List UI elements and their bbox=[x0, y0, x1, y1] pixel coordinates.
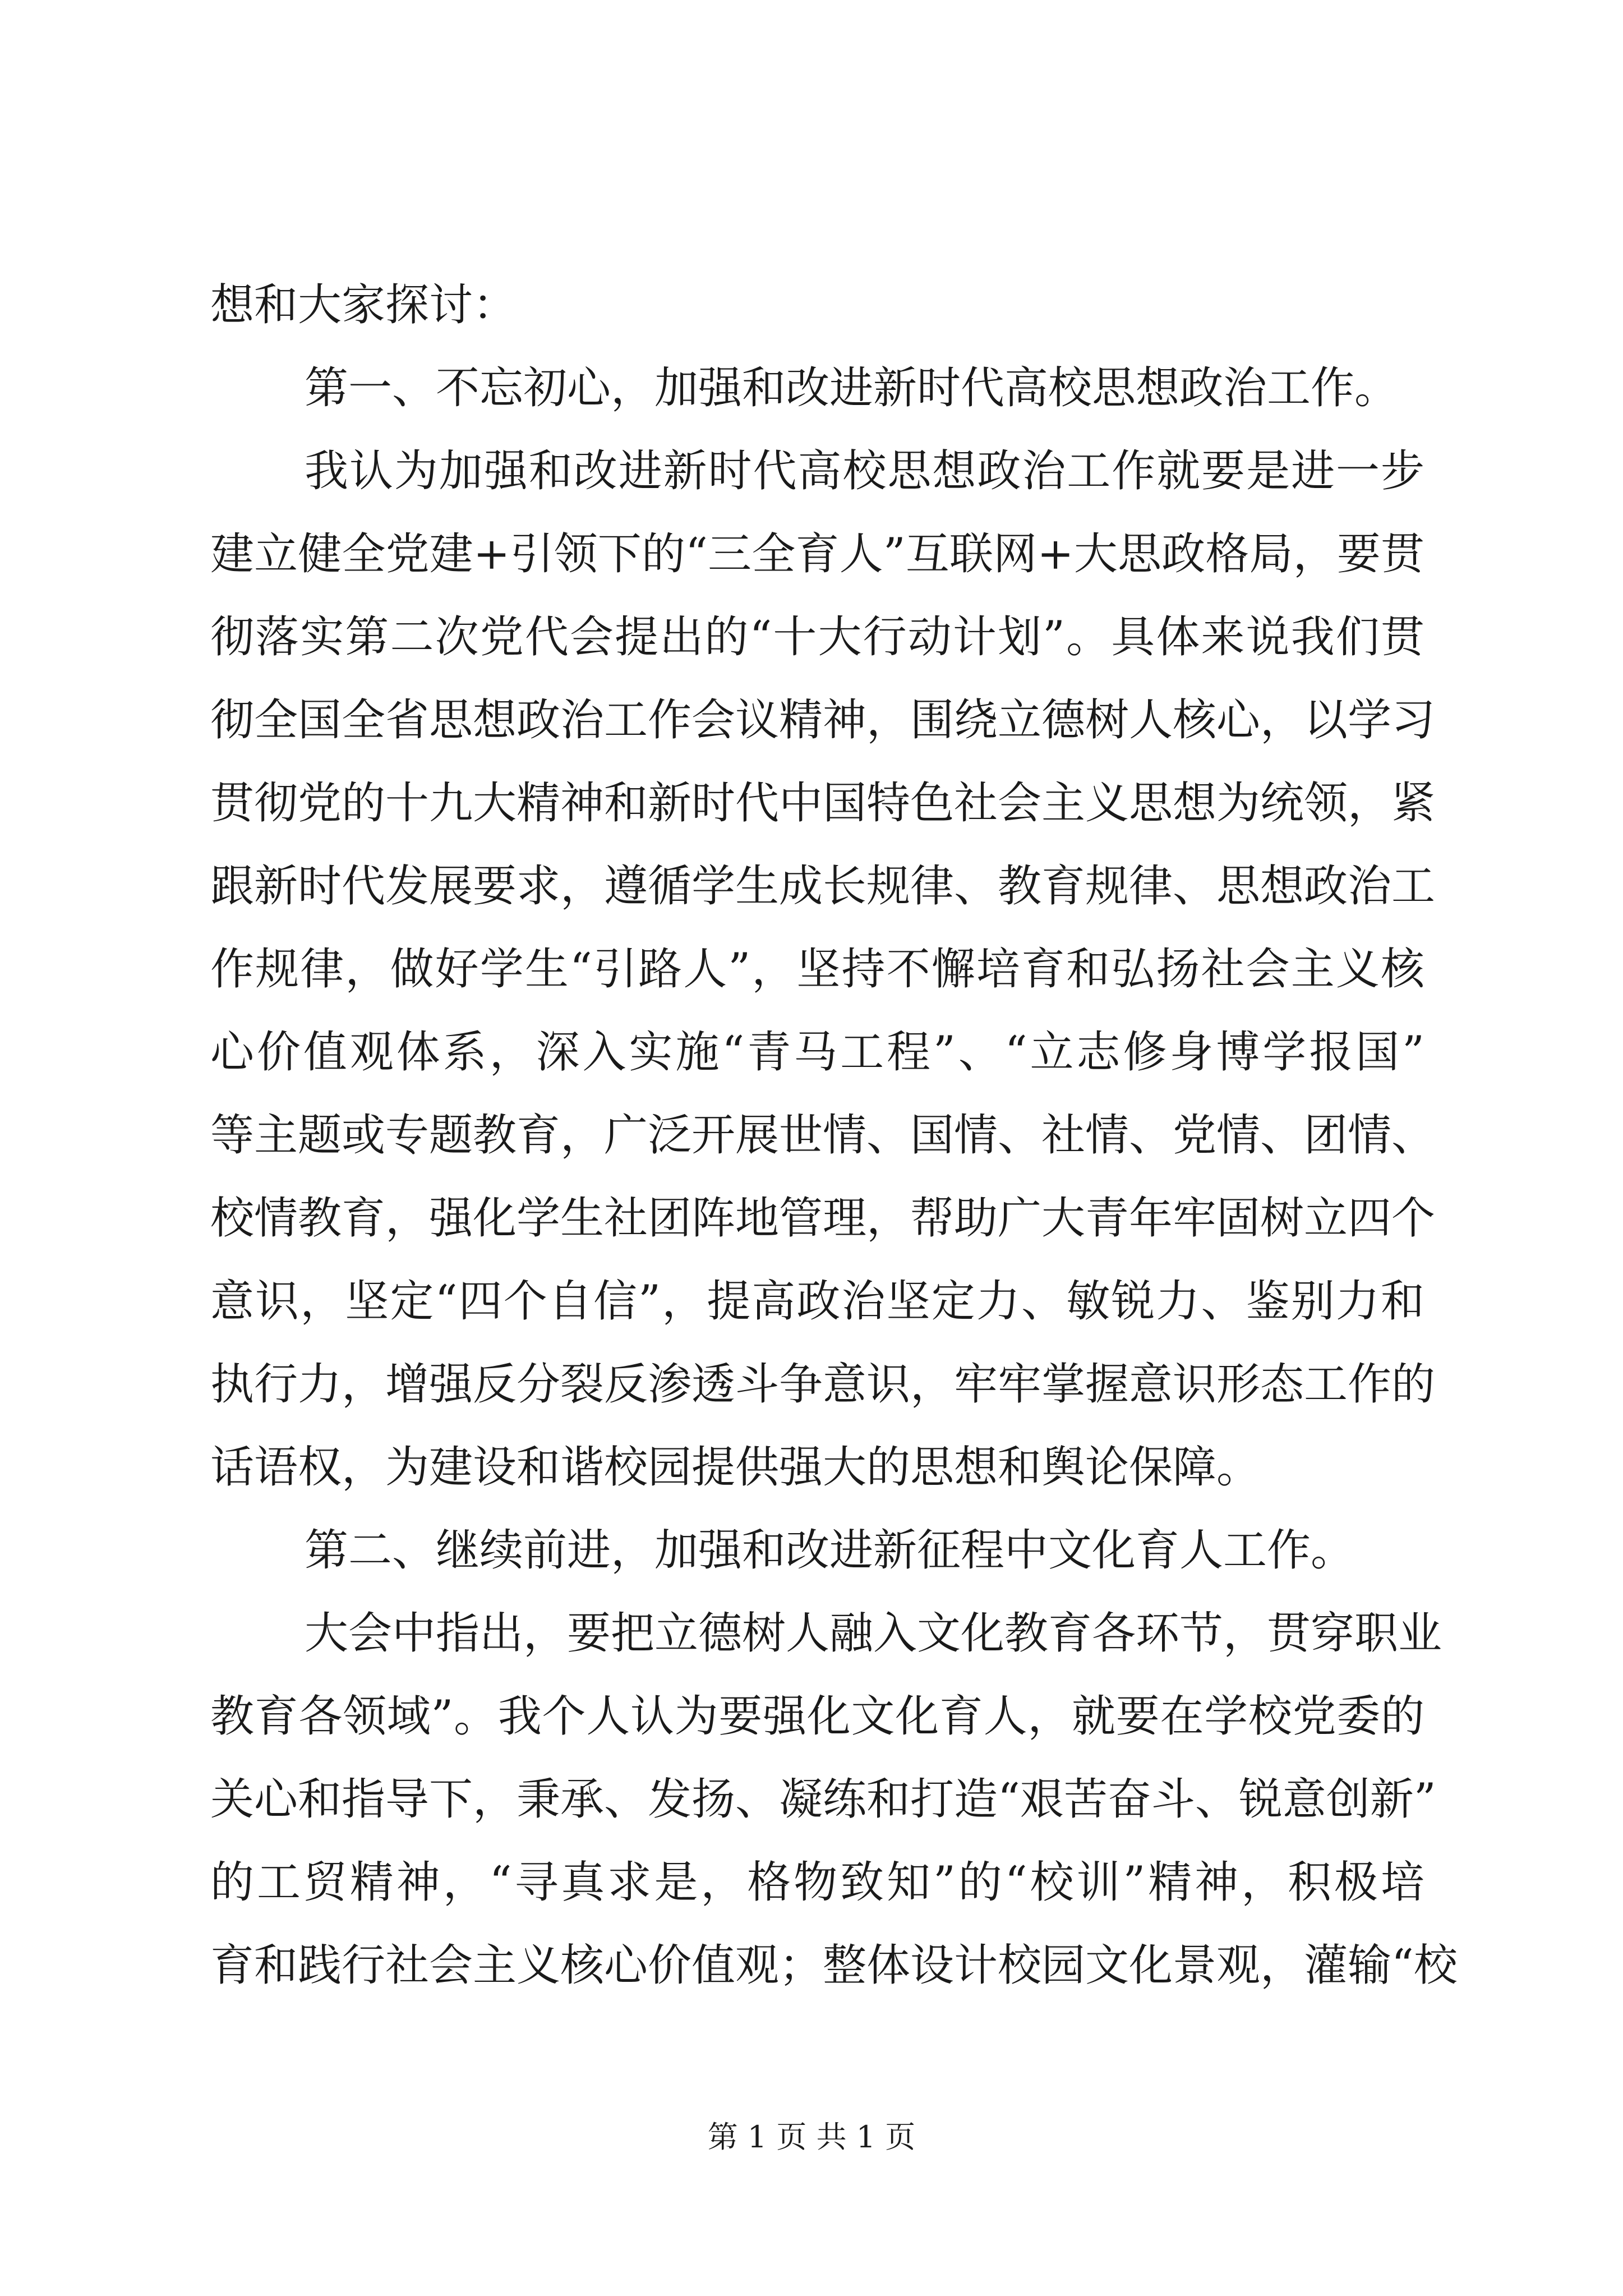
text-line: 跟新时代发展要求，遵循学生成长规律、教育规律、思想政治工 bbox=[210, 861, 1436, 912]
text-line: 我认为加强和改进新时代高校思想政治工作就要是进一步 bbox=[305, 446, 1424, 496]
section-heading: 第一、不忘初心，加强和改进新时代高校思想政治工作。 bbox=[305, 363, 1399, 413]
text-line: 建立健全党建+引领下的“三全育人”互联网+大思政格局，要贯 bbox=[210, 529, 1424, 579]
text-line: 心价值观体系，深入实施“青马工程”、“立志修身博学报国” bbox=[210, 1027, 1424, 1078]
page-number-footer: 第 1 页 共 1 页 bbox=[707, 2119, 916, 2155]
text-line: 大会中指出，要把立德树人融入文化教育各环节，贯穿职业 bbox=[305, 1608, 1442, 1659]
text-line: 校情教育，强化学生社团阵地管理，帮助广大青年牢固树立四个 bbox=[210, 1193, 1436, 1244]
text-line: 彻全国全省思想政治工作会议精神，围绕立德树人核心，以学习 bbox=[210, 695, 1436, 746]
text-line: 的工贸精神，“寻真求是，格物致知”的“校训”精神，积极培 bbox=[210, 1857, 1424, 1908]
text-line: 育和践行社会主义核心价值观；整体设计校园文化景观，灌输“校 bbox=[210, 1940, 1458, 1991]
text-line: 意识，坚定“四个自信”，提高政治坚定力、敏锐力、鉴别力和 bbox=[210, 1276, 1424, 1327]
section-heading: 第二、继续前进，加强和改进新征程中文化育人工作。 bbox=[305, 1525, 1355, 1576]
text-line: 执行力，增强反分裂反渗透斗争意识，牢牢掌握意识形态工作的 bbox=[210, 1359, 1436, 1410]
text-line: 关心和指导下，秉承、发扬、凝练和打造“艰苦奋斗、锐意创新” bbox=[210, 1774, 1436, 1825]
text-line: 作规律，做好学生“引路人”，坚持不懈培育和弘扬社会主义核 bbox=[210, 944, 1424, 995]
text-line: 想和大家探讨： bbox=[210, 280, 517, 330]
text-line: 彻落实第二次党代会提出的“十大行动计划”。具体来说我们贯 bbox=[210, 612, 1424, 662]
text-line: 教育各领域”。我个人认为要强化文化育人，就要在学校党委的 bbox=[210, 1691, 1424, 1742]
text-line: 贯彻党的十九大精神和新时代中国特色社会主义思想为统领，紧 bbox=[210, 778, 1436, 829]
text-line: 等主题或专题教育，广泛开展世情、国情、社情、党情、团情、 bbox=[210, 1110, 1436, 1161]
document-body bbox=[210, 264, 1458, 2007]
text-line: 话语权，为建设和谐校园提供强大的思想和舆论保障。 bbox=[210, 1442, 1261, 1493]
